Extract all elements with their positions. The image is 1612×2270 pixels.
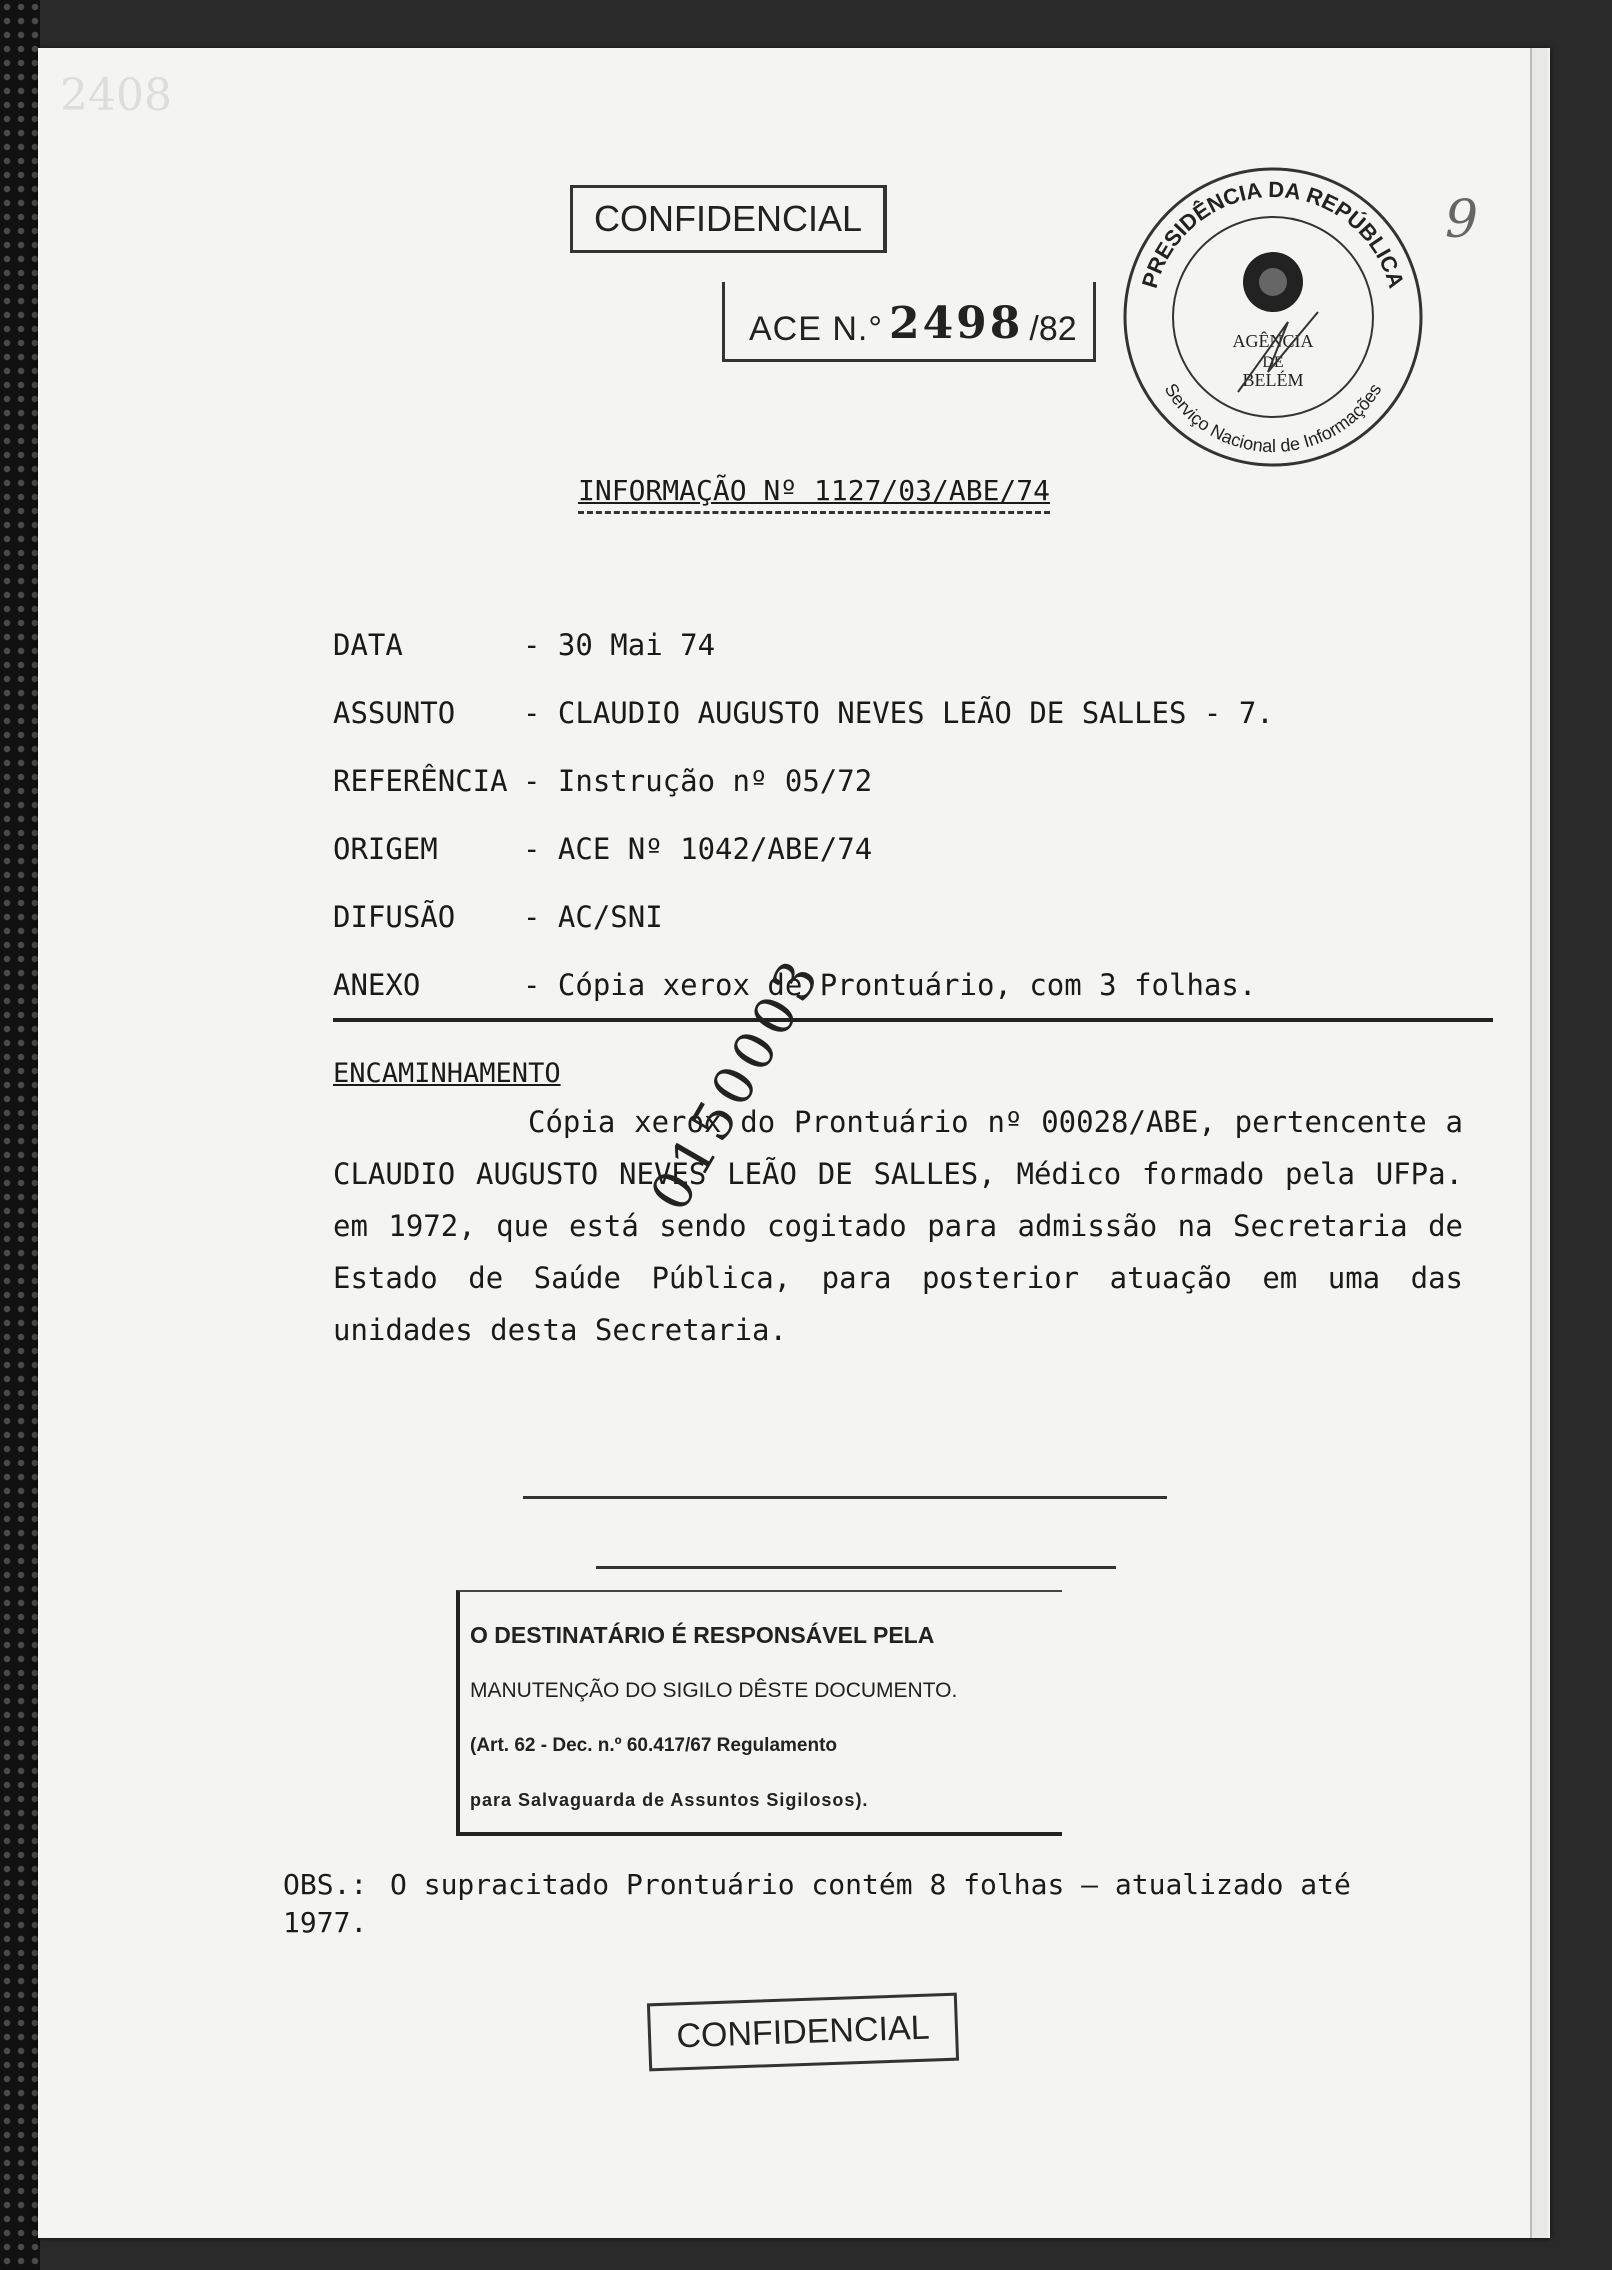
- scanner-background: [0, 0, 40, 2270]
- seal-outer-top-text: PRESIDÊNCIA DA REPÚBLICA: [1136, 176, 1410, 291]
- ghost-number: 2408: [60, 70, 172, 121]
- seal-center-de: DE: [1262, 354, 1284, 371]
- meta-value: - CLAUDIO AUGUSTO NEVES LEÃO DE SALLES - 7.: [523, 696, 1274, 730]
- meta-value: - AC/SNI: [523, 900, 663, 934]
- separator-line: [523, 1496, 1167, 1499]
- agency-seal: [1118, 162, 1428, 472]
- confidential-stamp-bottom: CONFIDENCIAL: [647, 1993, 959, 2072]
- meta-value: - ACE Nº 1042/ABE/74: [523, 832, 873, 866]
- body-paragraph: Cópia xerox do Prontuário nº 00028/ABE, pertencente a CLAUDIO AUGUSTO NEVES LEÃO DE SALLES, Médico formado pela UFPa. em 1972, que está sendo cogitado para admissão na Secretaria de Estado de Saúde Pública, para posterior atuação em uma das unidades desta Secretaria.: [333, 1105, 1463, 1347]
- ace-stamp: [722, 282, 1096, 362]
- warning-line: (Art. 62 - Dec. n.º 60.417/67 Regulamento: [470, 1735, 838, 1756]
- meta-value: - Instrução nº 05/72: [523, 764, 873, 798]
- warning-line: MANUTENÇÃO DO SIGILO DÊSTE DOCUMENTO.: [470, 1679, 958, 1702]
- seal-center-city: BELÉM: [1242, 370, 1304, 390]
- svg-text:Serviço Nacional de Informaçõe: [1161, 380, 1386, 456]
- ace-prefix: ACE N.°: [749, 310, 883, 348]
- obs-note: [283, 1866, 1413, 1942]
- separator-line: [596, 1566, 1116, 1569]
- confidentiality-warning-box: [456, 1590, 1062, 1836]
- seal-outer-bottom-text: Serviço Nacional de Informações: [1160, 379, 1386, 457]
- meta-row-origem: [333, 832, 872, 866]
- document-title: INFORMAÇÃO Nº 1127/03/ABE/74: [578, 474, 1050, 514]
- handwritten-number: 0150003: [638, 945, 834, 1222]
- page-edge: [1530, 48, 1548, 2238]
- meta-label: ANEXO: [333, 968, 421, 1002]
- seal-center-agency: AGÊNCIA: [1232, 331, 1314, 351]
- meta-label: DIFUSÃO: [333, 900, 456, 934]
- meta-row-data: [333, 628, 715, 662]
- meta-label: DATA: [333, 628, 403, 662]
- obs-label: OBS.:: [283, 1868, 368, 1901]
- warning-line: para Salvaguarda de Assuntos Sigilosos).: [470, 1790, 869, 1810]
- ace-number: 2498: [888, 298, 1024, 349]
- meta-row-difusao: [333, 900, 663, 934]
- meta-value: - Cópia xerox de Prontuário, com 3 folhas.: [523, 968, 1257, 1002]
- warning-line: O DESTINATÁRIO É RESPONSÁVEL PELA: [470, 1622, 935, 1648]
- meta-label: ORIGEM: [333, 832, 438, 866]
- meta-label: REFERÊNCIA: [333, 764, 508, 798]
- meta-row-referencia: [333, 764, 872, 798]
- meta-label: ASSUNTO: [333, 696, 456, 730]
- obs-text: O supracitado Prontuário contém 8 folhas — atualizado até 1977.: [283, 1868, 1351, 1939]
- section-heading: ENCAMINHAMENTO: [333, 1058, 561, 1089]
- confidential-stamp-top: CONFIDENCIAL: [570, 185, 887, 253]
- handwritten-page-number: 9: [1445, 190, 1479, 250]
- meta-row-assunto: [333, 696, 1274, 730]
- ace-suffix: /82: [1029, 310, 1077, 348]
- meta-value: - 30 Mai 74: [523, 628, 716, 662]
- section-divider: [333, 1018, 1493, 1022]
